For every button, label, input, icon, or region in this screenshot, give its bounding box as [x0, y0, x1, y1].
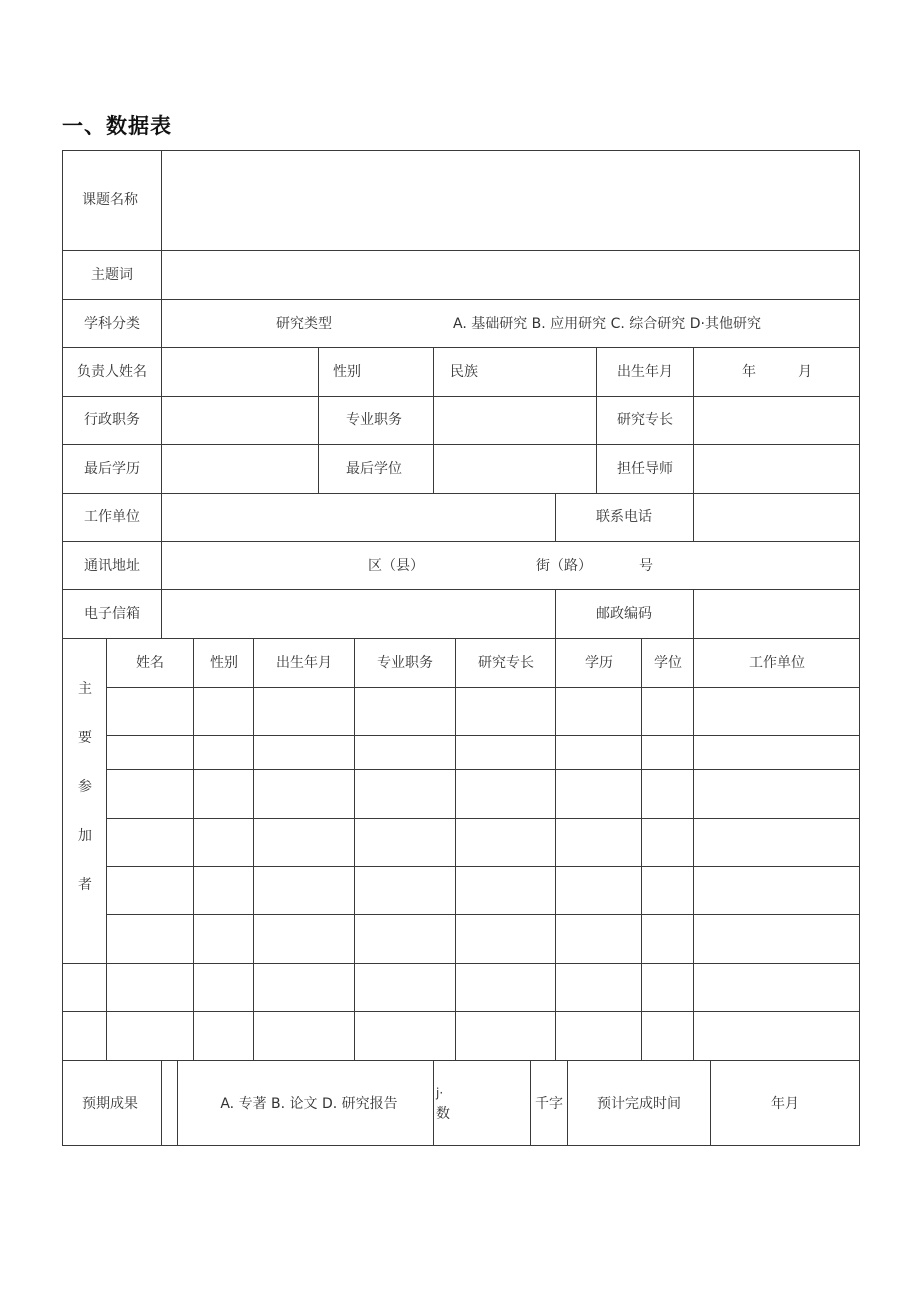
participants-col-degree: 学位: [654, 655, 682, 671]
table-rule-horizontal: [62, 347, 860, 348]
table-rule-vertical: [530, 1060, 531, 1146]
table-rule-vertical: [567, 1060, 568, 1146]
label-postcode: 邮政编码: [596, 606, 652, 622]
label-year: 年: [742, 364, 756, 380]
label-admin-post: 行政职务: [84, 412, 140, 428]
table-rule-vertical: [106, 638, 107, 1061]
label-year-month: 年月: [771, 1096, 799, 1112]
table-rule-horizontal: [106, 866, 860, 867]
table-rule-vertical: [193, 638, 194, 1061]
participants-col-work-unit: 工作单位: [749, 655, 805, 671]
table-rule-horizontal: [62, 250, 860, 251]
label-research-specialty: 研究专长: [617, 412, 673, 428]
label-expected-completion: 预计完成时间: [597, 1096, 681, 1112]
label-gender: 性别: [333, 364, 361, 380]
table-rule-horizontal: [62, 1011, 860, 1012]
label-address: 通讯地址: [84, 558, 140, 574]
table-rule-vertical: [161, 150, 162, 639]
label-title: 课题名称: [82, 192, 138, 208]
participants-label-char-1: 主: [78, 681, 92, 697]
table-rule-vertical: [555, 638, 556, 1061]
table-rule-horizontal: [106, 769, 860, 770]
word-count-label: 数: [436, 1106, 450, 1122]
table-rule-vertical: [693, 638, 694, 1061]
label-thousand-chars: 千字: [535, 1096, 563, 1112]
label-last-degree: 最后学位: [346, 461, 402, 477]
table-rule-vertical: [710, 1060, 711, 1146]
label-street: 街（路）: [536, 558, 592, 574]
table-rule-vertical: [433, 1060, 434, 1146]
participants-col-birth: 出生年月: [276, 655, 332, 671]
label-leader-name: 负责人姓名: [77, 364, 147, 380]
participants-col-prof-post: 专业职务: [377, 655, 433, 671]
table-rule-horizontal: [106, 818, 860, 819]
section-heading: 一、数据表: [62, 114, 172, 138]
table-rule-vertical: [641, 638, 642, 1061]
table-rule-horizontal: [62, 150, 860, 151]
table-rule-horizontal: [62, 589, 860, 590]
label-ethnicity: 民族: [450, 364, 478, 380]
table-rule-vertical: [455, 638, 456, 1061]
participants-label-char-2: 要: [78, 730, 92, 746]
label-number: 号: [639, 558, 653, 574]
table-rule-vertical: [161, 1060, 162, 1146]
participants-label-char-4: 加: [78, 828, 92, 844]
research-type-options: A. 基础研究 B. 应用研究 C. 综合研究 D·其他研究: [453, 316, 761, 332]
label-phone: 联系电话: [596, 509, 652, 525]
participants-col-education: 学历: [585, 655, 613, 671]
table-rule-vertical: [253, 638, 254, 1061]
table-rule-horizontal: [106, 735, 860, 736]
table-rule-vertical: [693, 493, 694, 542]
label-research-type: 研究类型: [276, 316, 332, 332]
label-keywords: 主题词: [91, 267, 133, 283]
table-rule-vertical: [596, 347, 597, 494]
table-rule-vertical: [693, 347, 694, 494]
label-district: 区（县）: [368, 558, 424, 574]
participants-col-name: 姓名: [136, 655, 164, 671]
word-count-prefix: j·: [436, 1086, 444, 1100]
table-rule-vertical: [354, 638, 355, 1061]
label-email: 电子信箱: [84, 606, 140, 622]
participants-label-char-5: 者: [78, 877, 92, 893]
label-birth: 出生年月: [617, 364, 673, 380]
participants-label-char-3: 参: [78, 779, 92, 795]
table-rule-horizontal: [62, 493, 860, 494]
table-rule-horizontal: [62, 638, 860, 639]
label-last-education: 最后学历: [84, 461, 140, 477]
table-rule-horizontal: [62, 963, 860, 964]
table-rule-horizontal: [106, 914, 860, 915]
label-expected-results: 预期成果: [82, 1096, 138, 1112]
table-rule-vertical: [318, 347, 319, 494]
label-work-unit: 工作单位: [84, 509, 140, 525]
table-rule-vertical: [555, 589, 556, 639]
table-rule-vertical: [433, 347, 434, 494]
table-rule-horizontal: [62, 444, 860, 445]
label-supervisor: 担任导师: [617, 461, 673, 477]
table-rule-horizontal: [62, 1145, 860, 1146]
participants-col-gender: 性别: [210, 655, 238, 671]
table-rule-vertical: [693, 589, 694, 639]
participants-col-specialty: 研究专长: [478, 655, 534, 671]
table-rule-vertical: [177, 1060, 178, 1146]
table-rule-vertical: [555, 493, 556, 542]
table-rule-horizontal: [62, 396, 860, 397]
label-discipline: 学科分类: [84, 316, 140, 332]
table-rule-horizontal: [106, 687, 860, 688]
table-rule-horizontal: [62, 299, 860, 300]
label-prof-post: 专业职务: [346, 412, 402, 428]
results-options: A. 专著 B. 论文 D. 研究报告: [220, 1096, 398, 1112]
table-rule-horizontal: [62, 541, 860, 542]
table-rule-horizontal: [62, 1060, 860, 1061]
label-month: 月: [798, 364, 812, 380]
